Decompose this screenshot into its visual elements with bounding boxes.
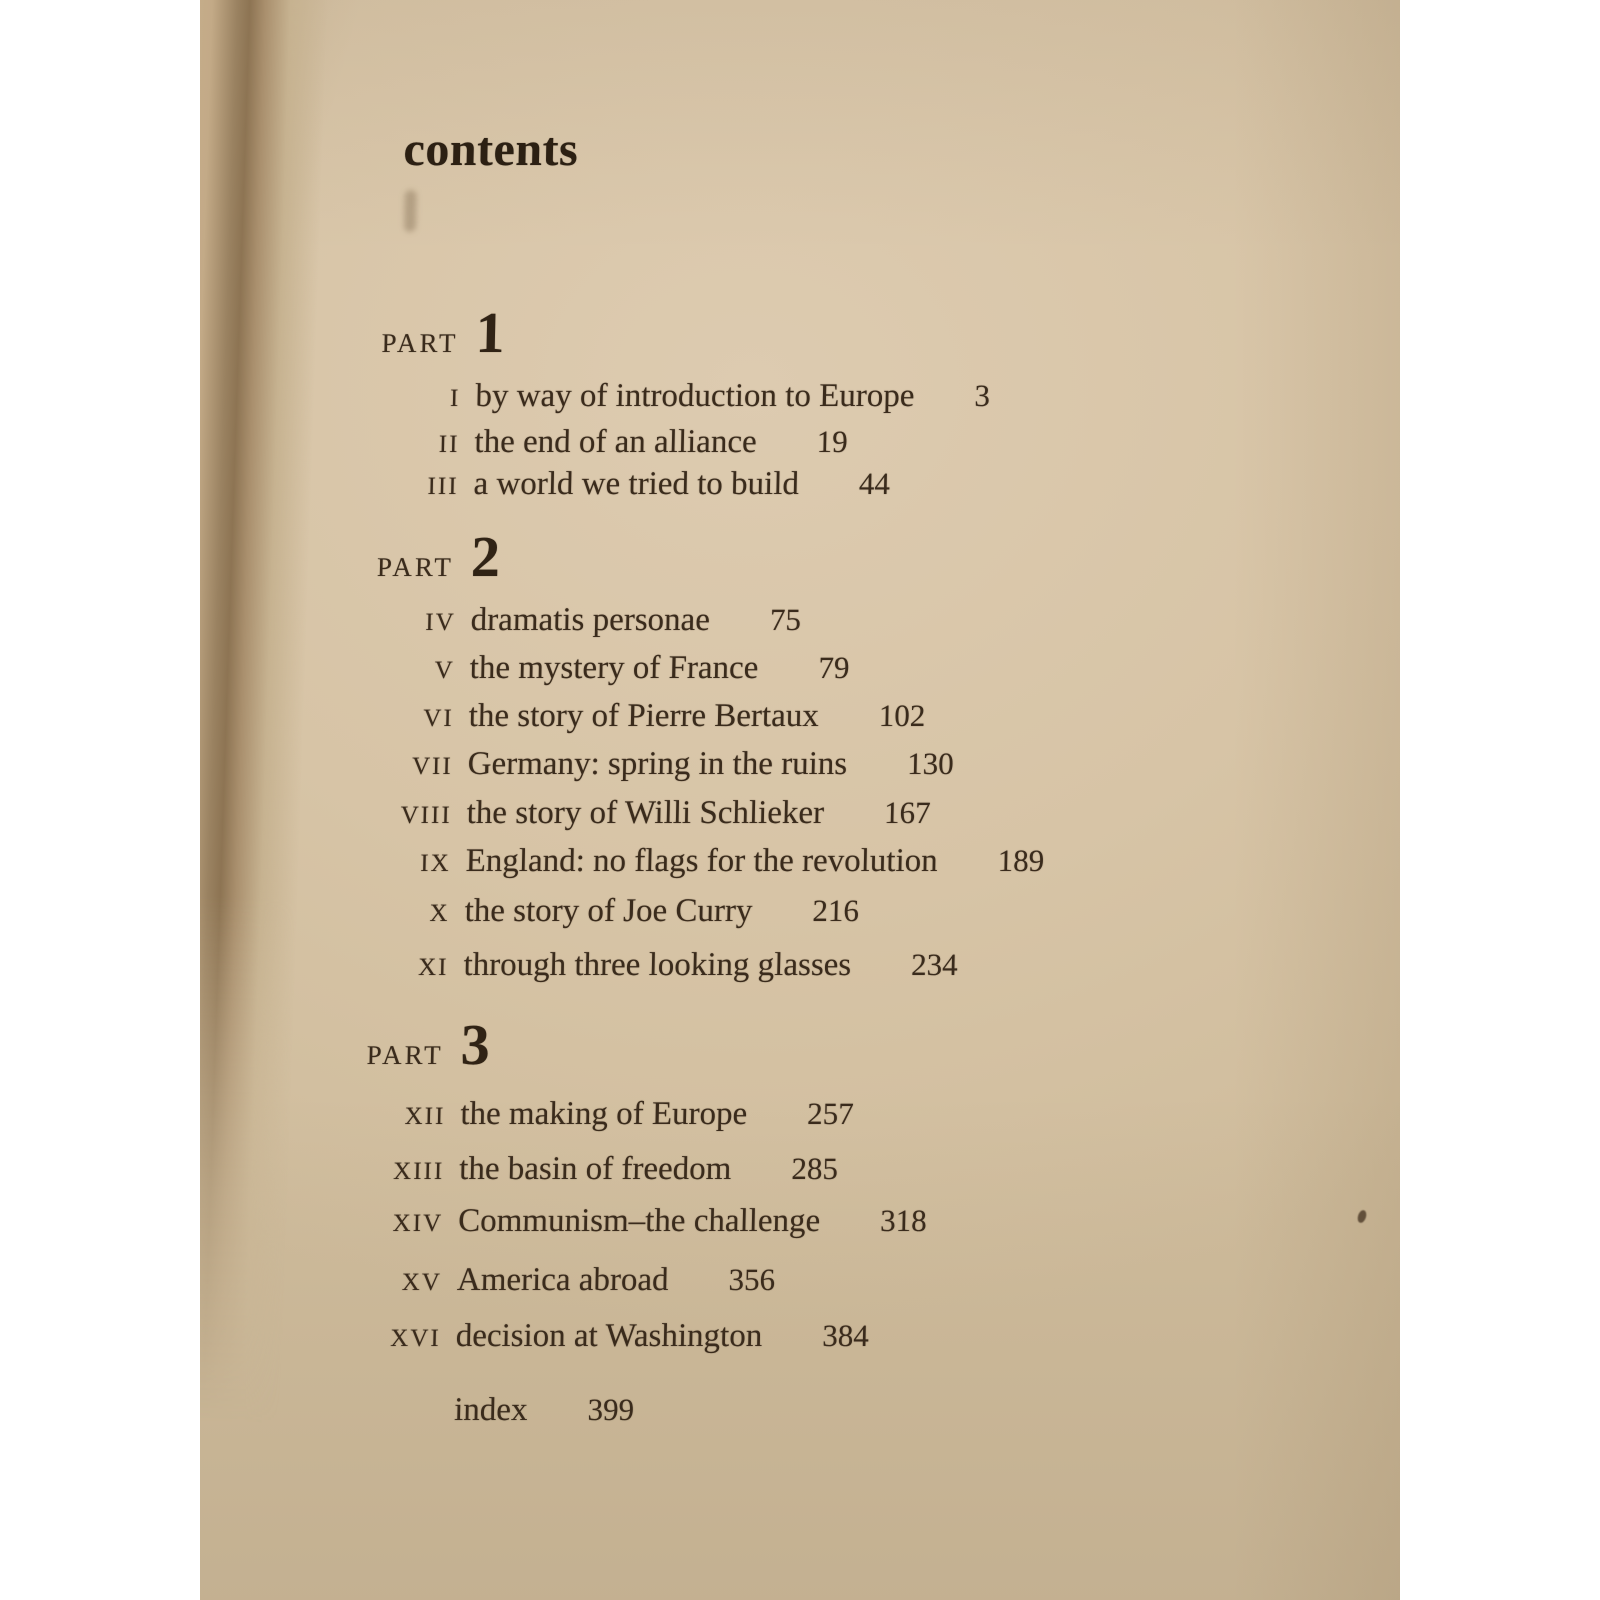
toc-entry (293, 1096, 854, 1133)
chapter-numeral: V (434, 657, 455, 684)
chapter-title: a world we tried to build (473, 466, 800, 502)
chapter-title: England: no flags for the revolution (465, 843, 939, 879)
chapter-numeral: VI (423, 705, 454, 732)
chapter-page-number: 318 (879, 1203, 928, 1238)
chapter-title: Communism–the challenge (457, 1203, 821, 1239)
chapter-page-number: 356 (728, 1262, 776, 1297)
chapter-title: decision at Washington (455, 1318, 763, 1354)
part-number: 3 (460, 1012, 491, 1077)
chapter-numeral: X (429, 900, 450, 927)
ink-showthrough-mark (404, 190, 417, 232)
chapter-page-number: 19 (816, 424, 849, 459)
part-header (381, 300, 506, 365)
chapter-title: the end of an alliance (474, 424, 758, 460)
chapter-page-number: 234 (910, 947, 959, 982)
toc-entry (300, 746, 954, 783)
chapter-numeral: IX (419, 850, 451, 877)
toc-entry (302, 650, 849, 687)
chapter-page-number: 189 (997, 843, 1045, 878)
chapter-title: the basin of freedom (458, 1151, 732, 1187)
chapter-page-number: 44 (858, 466, 891, 501)
chapter-numeral: II (438, 431, 460, 458)
chapter-page-number: 399 (587, 1392, 635, 1427)
part-label: PART (381, 328, 459, 358)
part-number: 1 (475, 300, 506, 365)
toc-entry (296, 947, 958, 984)
part-label: PART (376, 552, 455, 582)
chapter-page-number: 79 (818, 650, 850, 685)
chapter-page-number: 75 (769, 602, 802, 637)
chapter-title: through three looking glasses (463, 947, 852, 983)
part-label: PART (366, 1040, 444, 1070)
chapter-numeral: XVI (389, 1325, 442, 1352)
chapter-title: by way of introduction to Europe (475, 378, 915, 414)
chapter-title: the story of Joe Curry (464, 893, 753, 929)
toc-entry (297, 893, 859, 930)
toc-entry (307, 424, 848, 461)
toc-entry (308, 378, 990, 415)
chapter-title: the mystery of France (469, 650, 759, 686)
toc-entry (290, 1262, 776, 1299)
toc-entry (291, 1203, 927, 1240)
toc-entry (287, 1392, 635, 1429)
chapter-page-number: 167 (883, 795, 931, 830)
chapter-page-number: 384 (821, 1318, 870, 1353)
chapter-title: the making of Europe (460, 1096, 748, 1132)
chapter-numeral: XI (417, 954, 449, 981)
chapter-title: America abroad (456, 1262, 669, 1298)
toc-entry (303, 602, 801, 639)
chapter-page-number: 216 (812, 893, 860, 928)
chapter-numeral: VII (411, 753, 453, 780)
part-header (366, 1012, 491, 1077)
chapter-title: index (453, 1392, 528, 1428)
chapter-numeral: XII (404, 1103, 446, 1130)
toc-entry (298, 843, 1044, 880)
chapter-page-number: 285 (791, 1151, 839, 1186)
chapter-title: the story of Willi Schlieker (466, 795, 825, 831)
chapter-page-number: 102 (878, 698, 926, 733)
page-title: contents (403, 123, 579, 176)
chapter-numeral: IV (425, 609, 457, 636)
chapter-numeral: XIII (392, 1158, 445, 1185)
chapter-numeral: XV (401, 1269, 443, 1296)
chapter-title: the story of Pierre Bertaux (468, 698, 820, 734)
chapter-numeral: XIV (392, 1210, 444, 1237)
book-page-photo (200, 0, 1400, 1600)
toc-entry (299, 795, 931, 832)
chapter-title: dramatis personae (470, 602, 711, 638)
chapter-page-number: 257 (806, 1096, 855, 1131)
chapter-numeral: III (427, 473, 459, 500)
chapter-numeral: I (449, 385, 461, 412)
chapter-title: Germany: spring in the ruins (467, 746, 848, 782)
chapter-page-number: 3 (974, 378, 991, 413)
toc-entry (292, 1151, 838, 1188)
table-of-contents (200, 0, 1400, 1600)
toc-entry (301, 698, 925, 735)
toc-entry (306, 466, 890, 503)
toc-entry (288, 1318, 869, 1355)
part-number: 2 (470, 524, 501, 589)
part-header (376, 524, 501, 589)
chapter-page-number: 130 (906, 746, 955, 781)
chapter-numeral: VIII (400, 802, 452, 829)
